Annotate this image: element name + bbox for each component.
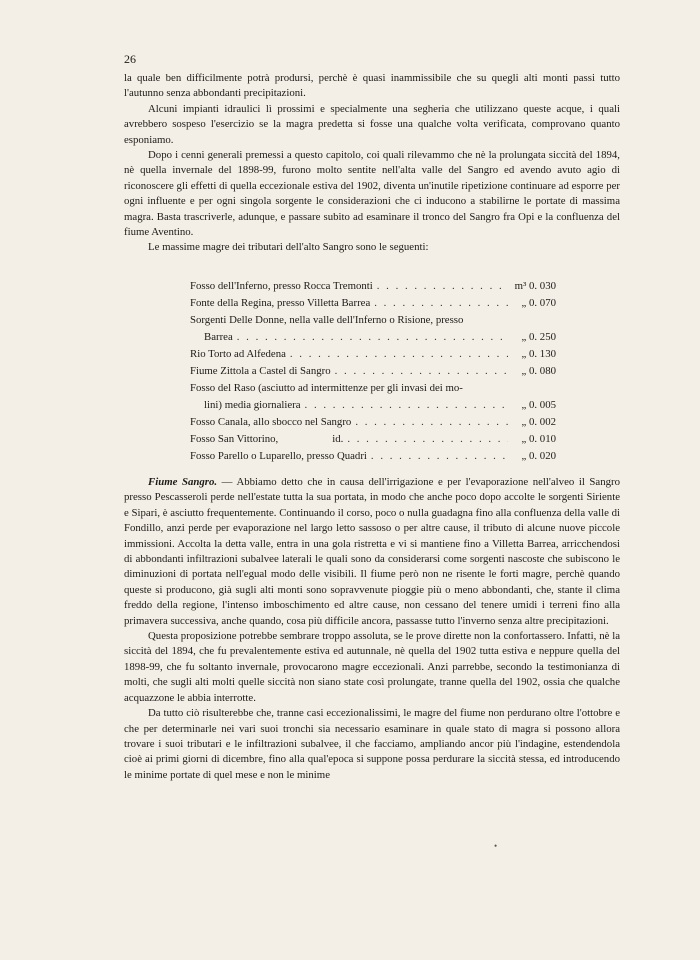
- leader-dots: [290, 346, 508, 363]
- row-label: Fosso dell'Inferno, presso Rocca Tremonti: [190, 280, 373, 292]
- table-row: [190, 380, 556, 397]
- paragraph: [124, 475, 620, 629]
- paragraph: Le massime magre dei tributari dell'alto Sangro sono le seguenti:: [148, 241, 429, 254]
- table-row: [190, 312, 556, 329]
- paragraph: Da tutto ciò risulterebbe che, tranne casi eccezionalissimi, le magre del fiume non perdurano oltre l'ottobre e che per determinarle nei vari suoi tronchi sia necessario esaminare in quale stato di magra si possono allora trovare i suoi tributari e le infiltrazioni subalvee, il che facciamo, ampliando ancor più l'indagine, estendendola cioè ai primi giorni di dicembre, fino alla qual'epoca si suppone possa perdurare la siccità stessa, ed introducendo le minime portate di quel mese e non le minime: [124, 707, 620, 781]
- page-number: 26: [124, 52, 136, 66]
- leader-dots: [237, 329, 508, 346]
- row-value: „ 0. 005: [521, 399, 556, 411]
- row-label: Barrea: [204, 331, 233, 343]
- row-value: „ 0. 250: [521, 331, 556, 343]
- row-value: „ 0. 130: [521, 348, 556, 360]
- leader-dots: [335, 363, 508, 380]
- table-row: [190, 295, 556, 312]
- paragraph: Dopo i cenni generali premessi a questo capitolo, coi quali rilevammo che nè la prolungata siccità del 1894, nè quella invernale del 1898-99, furono molto sentite nell'alta valle del Sangro ed avendo avuto agio di riconoscere gli effetti di quella eccezionale estiva del 1902, diventa un'inutile ripetizione continuare ad esporre per ogni influente e per ogni singola sorgente le considerazioni che ci inducono a stabilirne le portate di massima magra. Basta trascriverle, adunque, e passare subito ad esaminare il tronco del Sangro fra Opi e la confluenza del fiume Aventino.: [124, 149, 620, 239]
- row-value: m³ 0. 030: [514, 280, 556, 292]
- leader-dots: [371, 448, 508, 465]
- table-row: [190, 329, 556, 346]
- tributary-flow-table: [190, 278, 556, 465]
- table-row: [190, 363, 556, 380]
- row-label: Fosso San Vittorino,: [190, 433, 279, 445]
- row-label: Fiume Zittola a Castel di Sangro: [190, 365, 331, 377]
- paragraph-text: — Abbiamo detto che in causa dell'irrigazione e per l'evaporazione nell'alveo il Sangro presso Pescasseroli perde nell'estate tutta la sua portata, in modo che anche poco dopo accolte le sorgenti Siriente e Sipari, è asciutto frequentemente. Continuando il corso, poco o nulla guadagna fino alla confluenza della valle di Fondillo, anzi perde per evaporazione nel largo letto sassoso o per altre cause, il tributo di alcune nuove piccole immissioni. Accolta la detta valle, entra in una gola ristretta e vi si mantiene fino a Villetta Barrea, arricchendosi di abbondanti infiltrazioni subalvee laterali le quali sono da considerarsi come sorgenti nascoste che subiscono le diminuzioni di portata nell'egual modo delle visibili. Il fiume però non ne risente le forti magre, perchè quando queste si producono, già sugli alti monti sono sopravvenute pioggie più o meno abbondanti, che, stante il clima freddo della regione, l'intenso imboschimento ed altre cause, non cessano del tenere umidi i terreni fino alla primavera successiva, anche quando, cosa più difficile ancora, passasse tutto l'inverno senza altre precipitazioni.: [124, 476, 621, 627]
- leader-dots: [305, 397, 508, 414]
- paragraph: la quale ben difficilmente potrà prodursi, perchè è quasi inammissibile che su quegli alti monti passi tutto l'autunno senza abbondanti precipitazioni.: [124, 72, 620, 100]
- table-row: [190, 414, 556, 431]
- row-value: „ 0. 080: [521, 365, 556, 377]
- fiume-sangro-section: [124, 475, 620, 783]
- leader-dots: [355, 414, 508, 431]
- row-value: „ 0. 010: [521, 433, 556, 445]
- table-row: [190, 278, 556, 295]
- leader-dots: [377, 278, 508, 295]
- row-label: Fosso Parello o Luparello, presso Quadri: [190, 450, 367, 462]
- row-ditto: id.: [332, 433, 344, 445]
- table-row: [190, 397, 556, 414]
- table-row: [190, 431, 556, 448]
- table-row: [190, 346, 556, 363]
- leader-dots: [374, 295, 508, 312]
- row-label: Rio Torto ad Alfedena: [190, 348, 286, 360]
- row-value: „ 0. 070: [521, 297, 556, 309]
- row-label: Fosso del Raso (asciutto ad intermittenze per gli invasi dei mo-: [190, 382, 463, 394]
- section-heading: Fiume Sangro.: [148, 476, 218, 488]
- row-label: Sorgenti Delle Donne, nella valle dell'Inferno o Risione, presso: [190, 314, 464, 326]
- ink-speck: •: [494, 841, 498, 851]
- intro-text: [124, 71, 620, 256]
- row-label: Fonte della Regina, presso Villetta Barrea: [190, 297, 371, 309]
- row-value: „ 0. 020: [521, 450, 556, 462]
- row-value: „ 0. 002: [521, 416, 556, 428]
- row-label: lini) media giornaliera: [204, 399, 301, 411]
- row-label: Fosso Canala, allo sbocco nel Sangro: [190, 416, 352, 428]
- table-row: [190, 448, 556, 465]
- paragraph: Questa proposizione potrebbe sembrare troppo assoluta, se le prove dirette non la confortassero. Infatti, nè la siccità del 1894, che fu prevalentemente estiva ed autunnale, nè quella del 1902 tutta estiva e neppure quella del 1898-99, che fu soltanto invernale, provocarono magre eccezionali. Anzi parrebbe, secondo la testimonianza di molti, che sugli alti molti quelle siccità non siano state così prolungate, tranne quella del 1902, ossia che qualche acquazzone le abbia interrotte.: [124, 630, 620, 704]
- paragraph: Alcuni impianti idraulici lì prossimi e specialmente una segheria che utilizzano queste acque, i quali avrebbero sospeso l'esercizio se la magra predetta si fosse una qualche volta verificata, comprovano quanto esponiamo.: [124, 102, 620, 146]
- leader-dots: [347, 431, 508, 448]
